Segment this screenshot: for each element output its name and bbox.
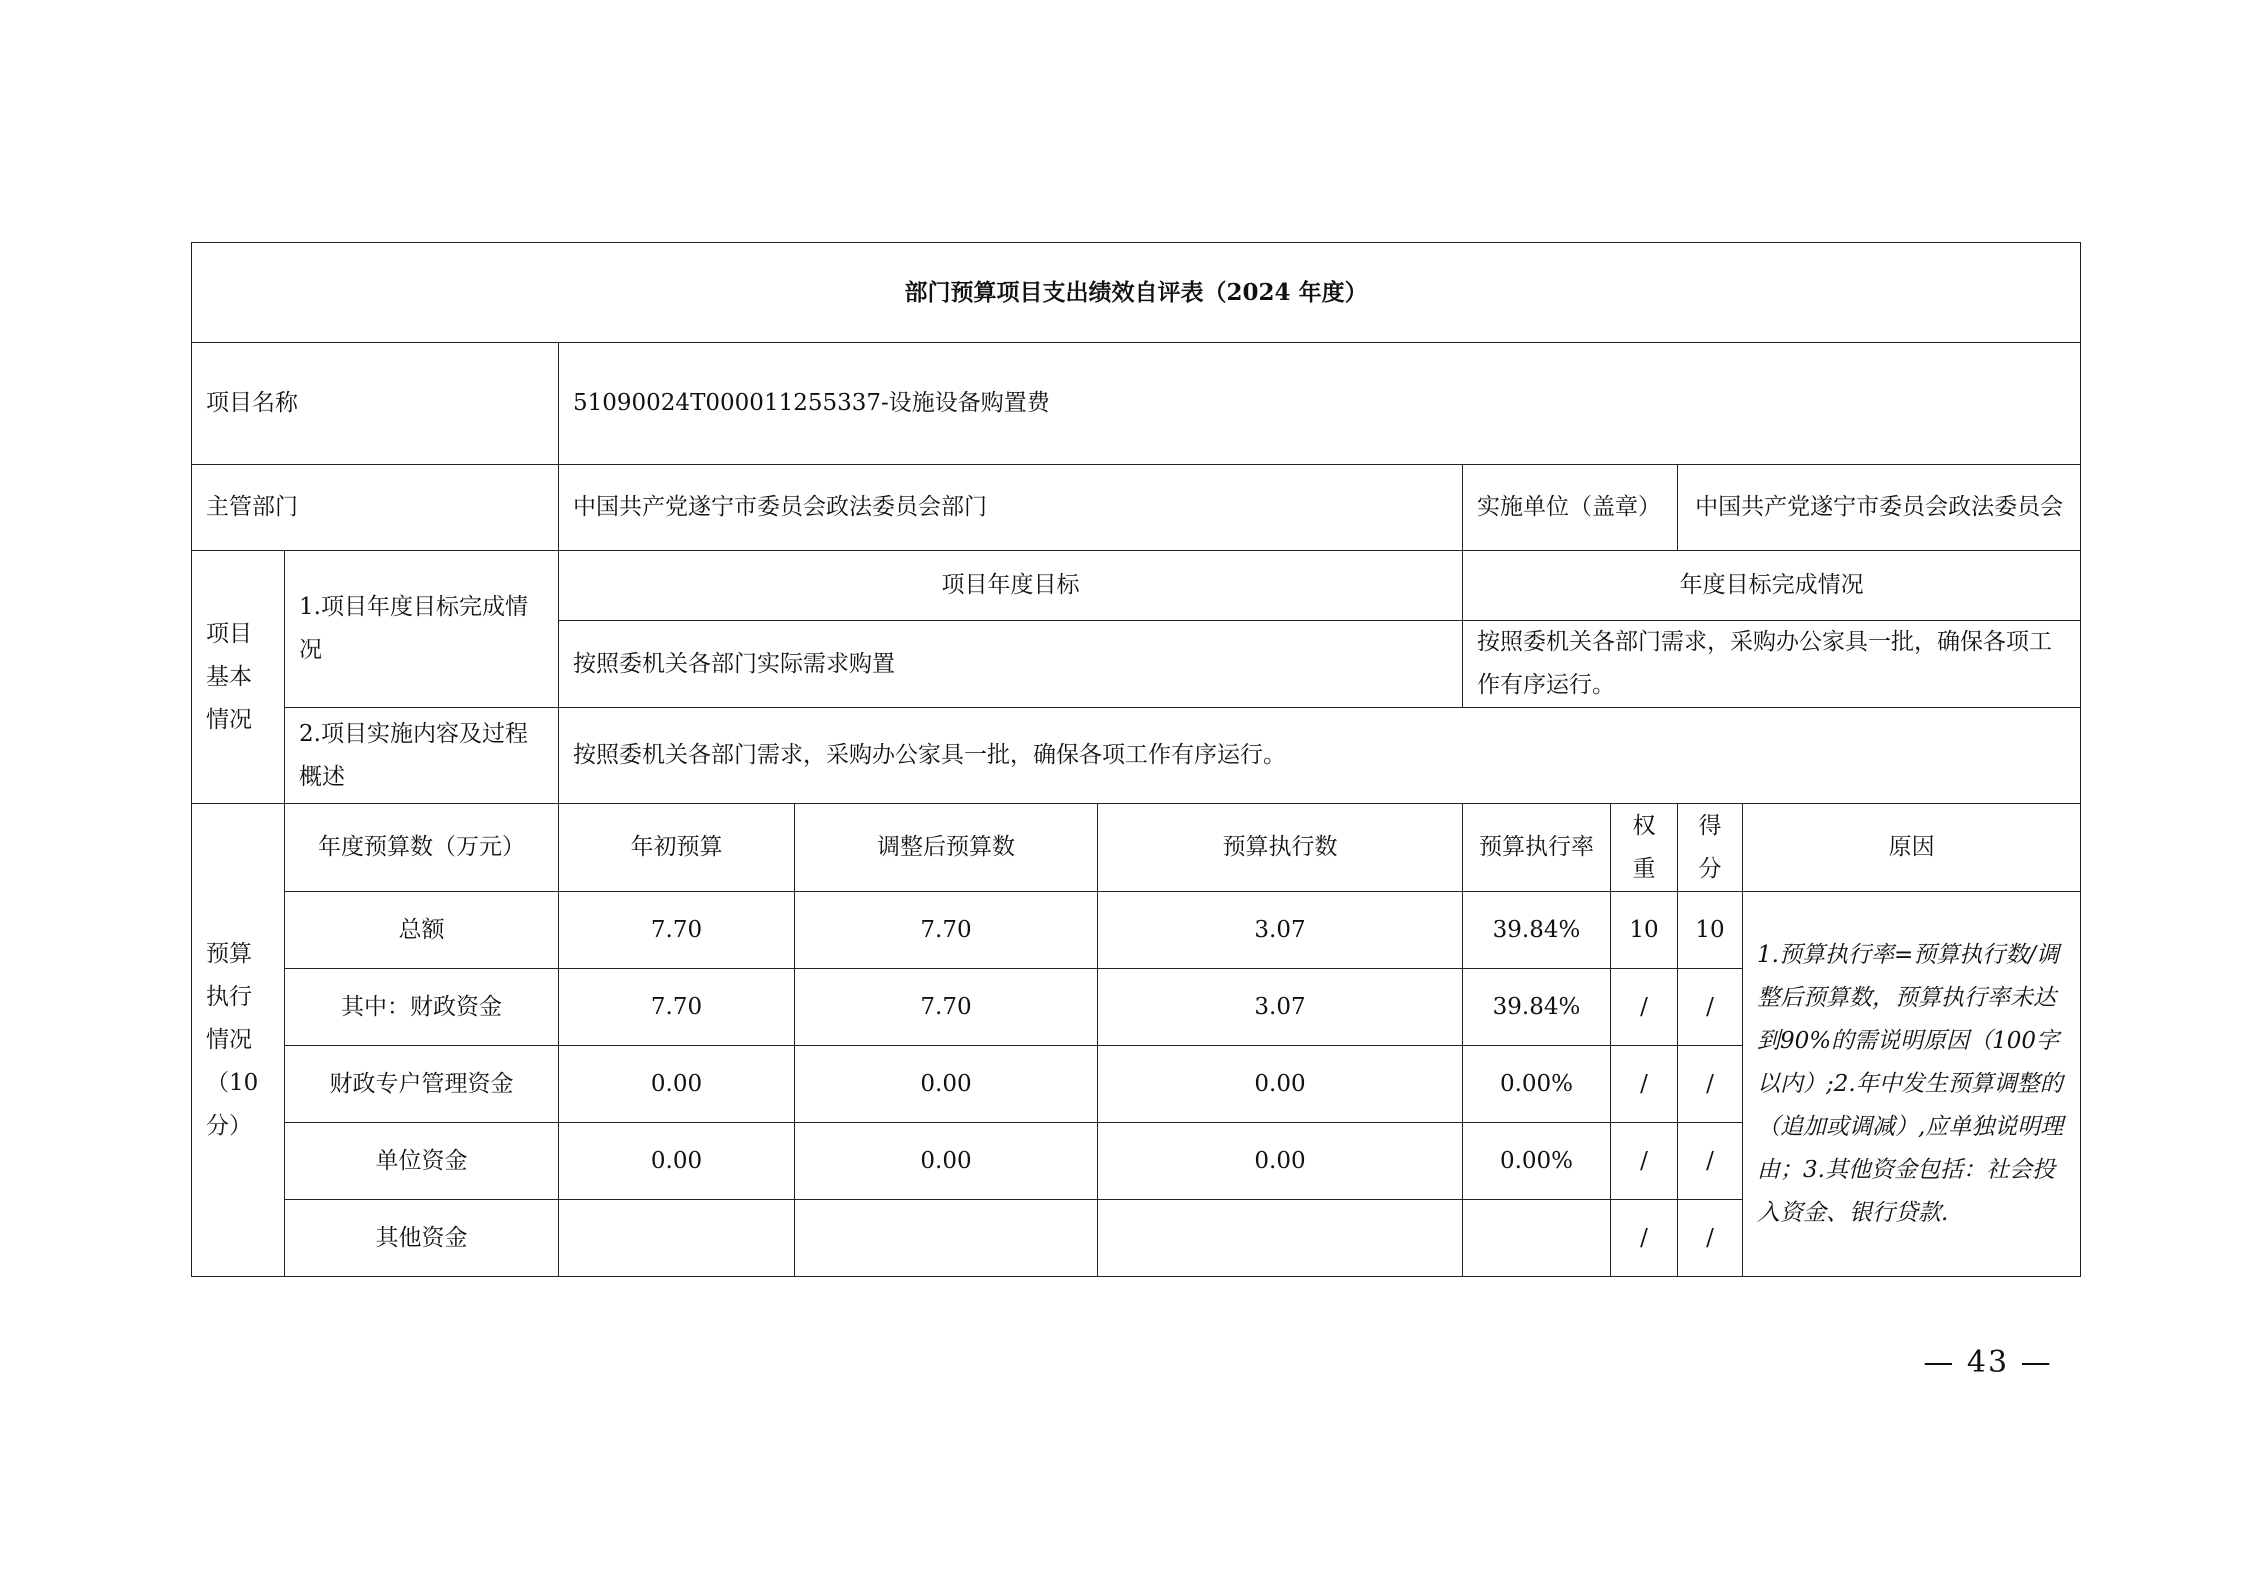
row-adjusted: 7.70	[795, 969, 1098, 1046]
impl-unit-value: 中国共产党遂宁市委员会政法委员会	[1678, 465, 2081, 551]
goal-value: 按照委机关各部门实际需求购置	[559, 621, 1463, 708]
row-score: 10	[1678, 892, 1743, 969]
row-weight: 10	[1611, 892, 1678, 969]
basic-section-label: 项目基本情况	[192, 551, 285, 804]
goal-label: 1.项目年度目标完成情况	[285, 551, 559, 708]
row-rate: 0.00%	[1463, 1123, 1611, 1200]
row-initial: 7.70	[559, 969, 795, 1046]
row-adjusted: 0.00	[795, 1123, 1098, 1200]
row-name: 其他资金	[285, 1200, 559, 1277]
row-executed: 0.00	[1098, 1123, 1463, 1200]
row-adjusted: 7.70	[795, 892, 1098, 969]
row-rate	[1463, 1200, 1611, 1277]
row-name: 财政专户管理资金	[285, 1046, 559, 1123]
row-executed	[1098, 1200, 1463, 1277]
header-score: 得分	[1678, 804, 1743, 892]
row-rate: 0.00%	[1463, 1046, 1611, 1123]
row-name: 总额	[285, 892, 559, 969]
completion-header: 年度目标完成情况	[1463, 551, 2081, 621]
row-executed: 0.00	[1098, 1046, 1463, 1123]
completion-value: 按照委机关各部门需求，采购办公家具一批，确保各项工作有序运行。	[1463, 621, 2081, 708]
row-score: /	[1678, 1200, 1743, 1277]
content-value: 按照委机关各部门需求，采购办公家具一批，确保各项工作有序运行。	[559, 708, 2081, 804]
row-score: /	[1678, 969, 1743, 1046]
header-reason: 原因	[1743, 804, 2081, 892]
content-label: 2.项目实施内容及过程概述	[285, 708, 559, 804]
row-initial: 0.00	[559, 1123, 795, 1200]
row-rate: 39.84%	[1463, 892, 1611, 969]
row-adjusted	[795, 1200, 1098, 1277]
performance-self-evaluation-table	[191, 242, 2081, 1277]
row-weight: /	[1611, 1200, 1678, 1277]
row-initial	[559, 1200, 795, 1277]
header-rate: 预算执行率	[1463, 804, 1611, 892]
row-initial: 7.70	[559, 892, 795, 969]
header-initial: 年初预算	[559, 804, 795, 892]
header-weight: 权重	[1611, 804, 1678, 892]
project-name-label: 项目名称	[192, 343, 559, 465]
reason-note: 1.预算执行率=预算执行数/调整后预算数，预算执行率未达到90%的需说明原因（100字以内）;2.年中发生预算调整的（追加或调减）,应单独说明理由；3.其他资金包括：社会投入资金、银行贷款.	[1743, 892, 2081, 1277]
dept-value: 中国共产党遂宁市委员会政法委员会部门	[559, 465, 1463, 551]
row-weight: /	[1611, 1123, 1678, 1200]
dept-label: 主管部门	[192, 465, 559, 551]
row-initial: 0.00	[559, 1046, 795, 1123]
header-adjusted: 调整后预算数	[795, 804, 1098, 892]
header-executed: 预算执行数	[1098, 804, 1463, 892]
budget-section-label: 预算执行情况（10分）	[192, 804, 285, 1277]
row-score: /	[1678, 1123, 1743, 1200]
table-row	[192, 892, 2081, 969]
row-executed: 3.07	[1098, 892, 1463, 969]
project-name-value: 51090024T000011255337-设施设备购置费	[559, 343, 2081, 465]
row-weight: /	[1611, 969, 1678, 1046]
header-category: 年度预算数（万元）	[285, 804, 559, 892]
row-rate: 39.84%	[1463, 969, 1611, 1046]
row-executed: 3.07	[1098, 969, 1463, 1046]
row-name: 其中：财政资金	[285, 969, 559, 1046]
goal-header: 项目年度目标	[559, 551, 1463, 621]
form-title: 部门预算项目支出绩效自评表（2024 年度）	[192, 243, 2081, 343]
impl-unit-label: 实施单位（盖章）	[1463, 465, 1678, 551]
page-number: — 43 —	[1923, 1345, 2053, 1380]
row-adjusted: 0.00	[795, 1046, 1098, 1123]
row-weight: /	[1611, 1046, 1678, 1123]
row-score: /	[1678, 1046, 1743, 1123]
row-name: 单位资金	[285, 1123, 559, 1200]
